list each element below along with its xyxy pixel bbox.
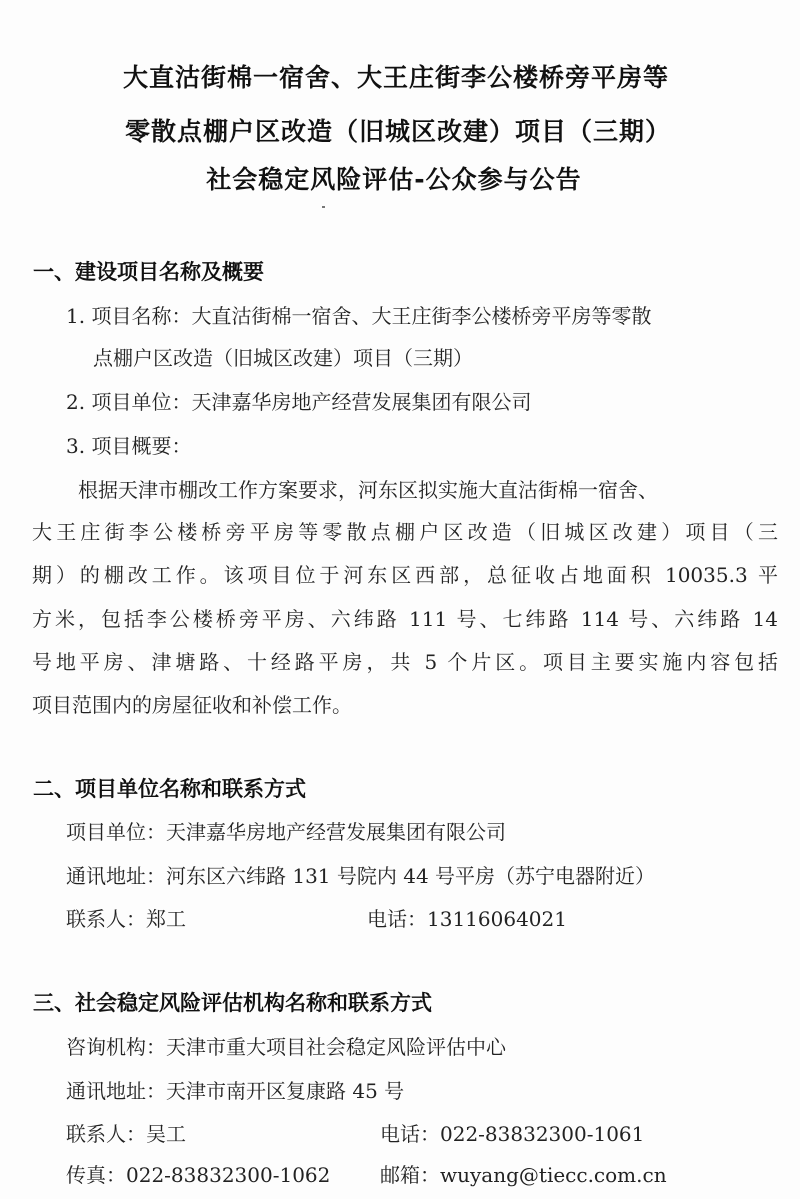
title-line-2: 零散点棚户区改造（旧城区改建）项目（三期） (124, 117, 671, 146)
title-line-1: 大直沽街棉一宿舍、大王庄街李公楼桥旁平房等 (122, 63, 669, 92)
section1-heading: 一、建设项目名称及概要 (33, 260, 264, 284)
unit-address: 通讯地址：河东区六纬路 131 号院内 44 号平房（苏宁电器附近） (66, 864, 656, 888)
project-name-line1: 1. 项目名称：大直沽街棉一宿舍、大王庄街李公楼桥旁平房等零散 (66, 304, 652, 328)
title-line-3: 社会稳定风险评估-公众参与公告 (206, 165, 582, 194)
agency-name: 咨询机构：天津市重大项目社会稳定风险评估中心 (66, 1035, 506, 1059)
overview-paragraph-line: 号地平房、津塘路、十经路平房，共 5 个片区。项目主要实施内容包括 (32, 650, 778, 674)
overview-paragraph-line: 期）的棚改工作。该项目位于河东区西部，总征收占地面积 10035.3 平 (32, 563, 778, 587)
section2-heading: 二、项目单位名称和联系方式 (33, 777, 306, 801)
overview-paragraph-line: 方米，包括李公楼桥旁平房、六纬路 111 号、七纬路 114 号、六纬路 14 (32, 607, 778, 631)
overview-paragraph-line: 项目范围内的房屋征收和补偿工作。 (32, 693, 352, 717)
project-unit: 2. 项目单位：天津嘉华房地产经营发展集团有限公司 (66, 390, 532, 414)
agency-email: 邮箱：wuyang@tiecc.com.cn (380, 1163, 667, 1187)
project-name-line2: 点棚户区改造（旧城区改建）项目（三期） (93, 346, 473, 370)
overview-paragraph-line: 大王庄街李公楼桥旁平房等零散点棚户区改造（旧城区改建）项目（三 (32, 520, 778, 544)
project-overview-label: 3. 项目概要： (66, 434, 192, 458)
agency-phone: 电话：022-83832300-1061 (380, 1122, 645, 1146)
overview-paragraph-line: 根据天津市棚改工作方案要求，河东区拟实施大直沽街棉一宿舍、 (78, 478, 658, 502)
agency-contact-person: 联系人：吴工 (66, 1122, 186, 1146)
section3-heading: 三、社会稳定风险评估机构名称和联系方式 (33, 991, 432, 1015)
agency-address: 通讯地址：天津市南开区复康路 45 号 (66, 1079, 405, 1103)
unit-contact-person: 联系人：郑工 (66, 907, 186, 931)
unit-name: 项目单位：天津嘉华房地产经营发展集团有限公司 (66, 820, 506, 844)
scan-speck (322, 206, 325, 208)
unit-phone: 电话：13116064021 (367, 907, 567, 931)
agency-fax: 传真：022-83832300-1062 (66, 1163, 331, 1187)
